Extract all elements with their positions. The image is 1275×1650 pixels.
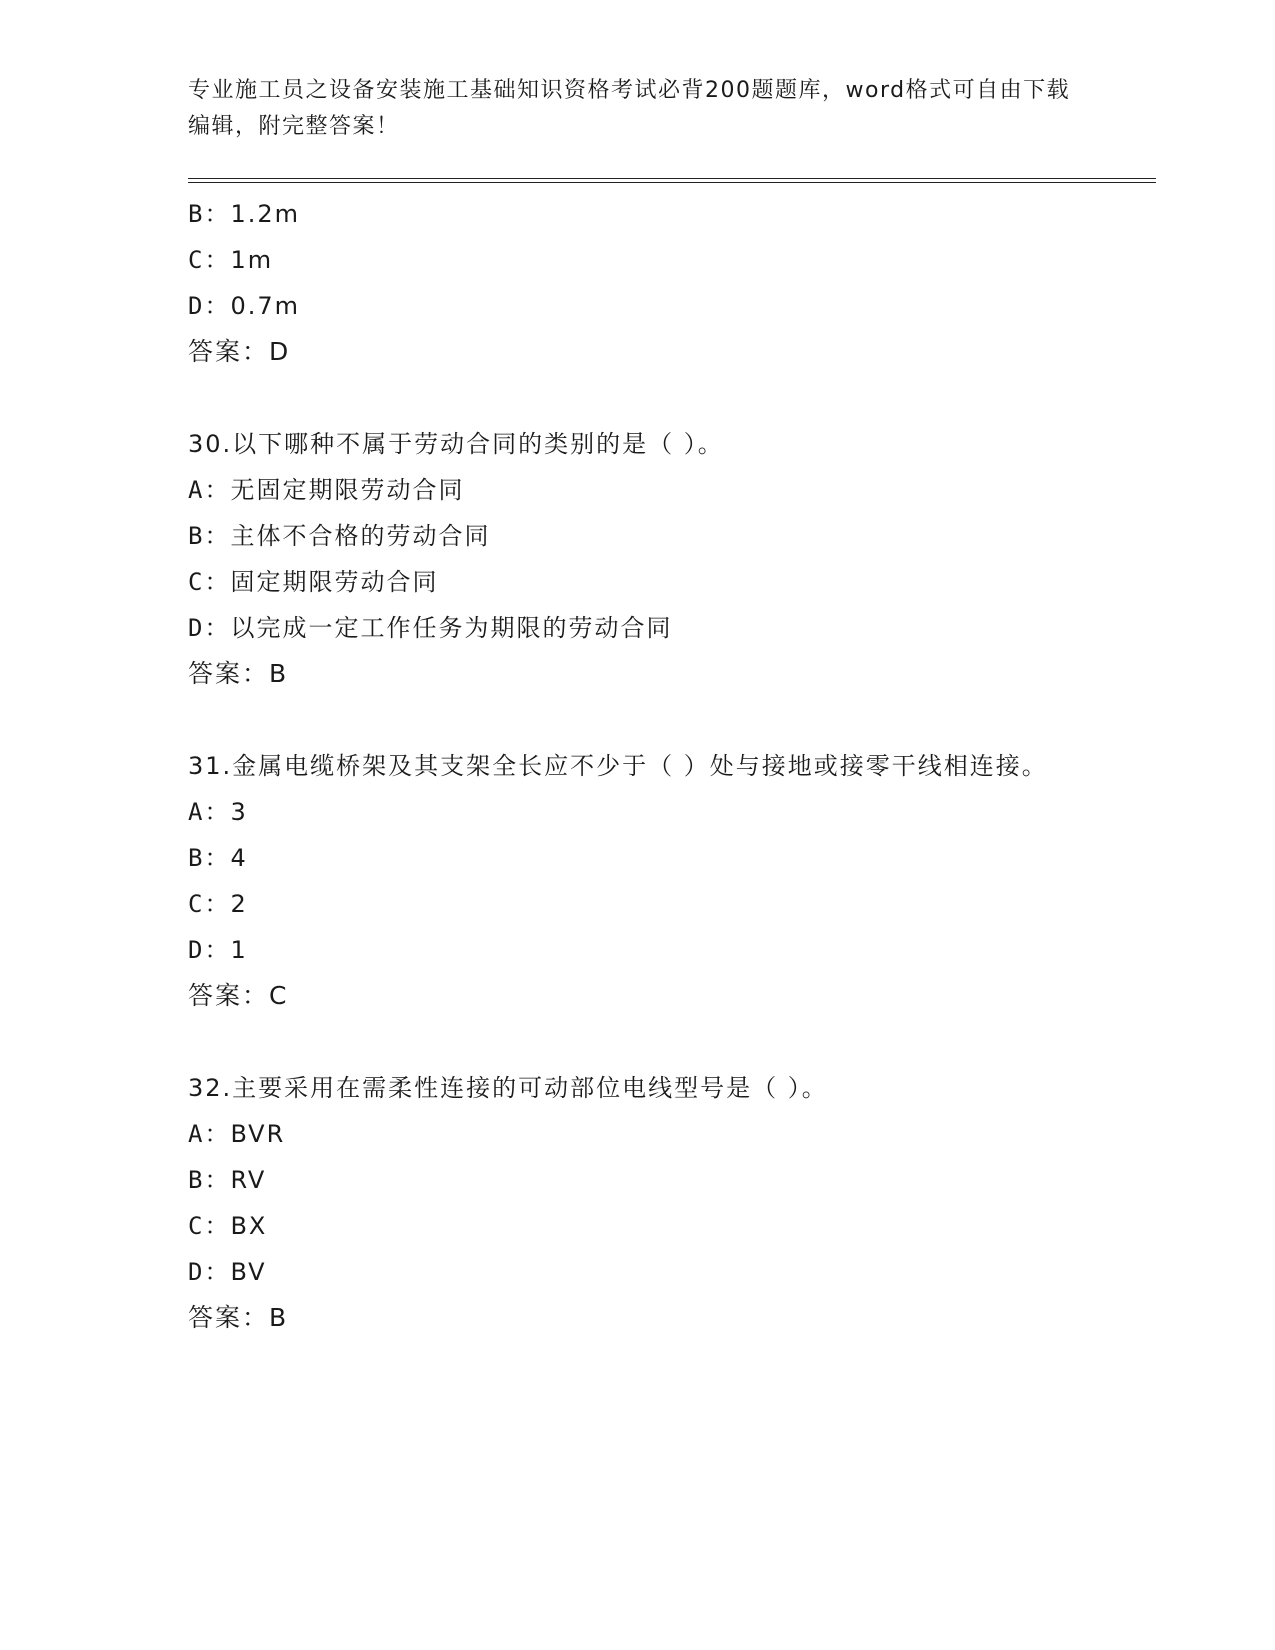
option-row [188, 237, 1088, 283]
option-text: 0.7m [230, 292, 300, 320]
option-text: BX [230, 1212, 268, 1240]
option-text: 1m [230, 246, 274, 274]
option-text: BV [230, 1258, 267, 1286]
spacer [188, 1019, 1088, 1065]
option-label: C： [188, 890, 231, 918]
spacer [188, 697, 1088, 743]
option-row [188, 927, 1088, 973]
option-row [188, 1203, 1088, 1249]
option-text: RV [230, 1166, 267, 1194]
option-label: B： [188, 522, 231, 550]
question-text: 30.以下哪种不属于劳动合同的类别的是（ ）。 [188, 430, 724, 458]
option-text: 主体不合格的劳动合同 [230, 522, 491, 550]
option-label: C： [188, 568, 231, 596]
option-row [188, 513, 1088, 559]
option-label: B： [188, 200, 231, 228]
option-label: D： [188, 1258, 231, 1286]
option-row [188, 283, 1088, 329]
option-row [188, 467, 1088, 513]
option-text: 1 [230, 936, 248, 964]
option-row [188, 1157, 1088, 1203]
option-text: 以完成一定工作任务为期限的劳动合同 [230, 614, 673, 642]
option-label: D： [188, 614, 231, 642]
answer-line: 答案：D [188, 337, 291, 366]
answer-line: 答案：C [188, 981, 289, 1010]
option-text: BVR [230, 1120, 286, 1148]
option-label: C： [188, 246, 231, 274]
option-label: A： [188, 476, 231, 504]
option-row [188, 191, 1088, 237]
question-text: 32.主要采用在需柔性连接的可动部位电线型号是（ ）。 [188, 1074, 828, 1102]
question-text: 31.金属电缆桥架及其支架全长应不少于（ ）处与接地或接零干线相连接。 [188, 752, 1048, 780]
option-row [188, 605, 1088, 651]
answer-line: 答案：B [188, 1303, 289, 1332]
option-row [188, 1249, 1088, 1295]
option-text: 3 [230, 798, 248, 826]
question-block [188, 743, 1088, 1019]
question-block [188, 1065, 1088, 1341]
option-text: 固定期限劳动合同 [230, 568, 439, 596]
question-block [188, 191, 1088, 375]
option-label: B： [188, 1166, 231, 1194]
option-text: 2 [230, 890, 248, 918]
question-block [188, 421, 1088, 697]
option-row [188, 1111, 1088, 1157]
spacer [188, 375, 1088, 421]
option-label: C： [188, 1212, 231, 1240]
option-text: 1.2m [230, 200, 300, 228]
header-divider [188, 178, 1156, 183]
option-label: A： [188, 798, 231, 826]
option-label: B： [188, 844, 231, 872]
answer-line: 答案：B [188, 659, 289, 688]
option-label: D： [188, 936, 231, 964]
document-header-title: 专业施工员之设备安装施工基础知识资格考试必背200题题库，word格式可自由下载编辑，附完整答案！ [188, 78, 1071, 139]
option-text: 4 [230, 844, 248, 872]
option-label: D： [188, 292, 231, 320]
option-label: A： [188, 1120, 231, 1148]
option-text: 无固定期限劳动合同 [230, 476, 465, 504]
question-list [188, 191, 1088, 1341]
option-row [188, 559, 1088, 605]
option-row [188, 881, 1088, 927]
option-row [188, 789, 1088, 835]
option-row [188, 835, 1088, 881]
